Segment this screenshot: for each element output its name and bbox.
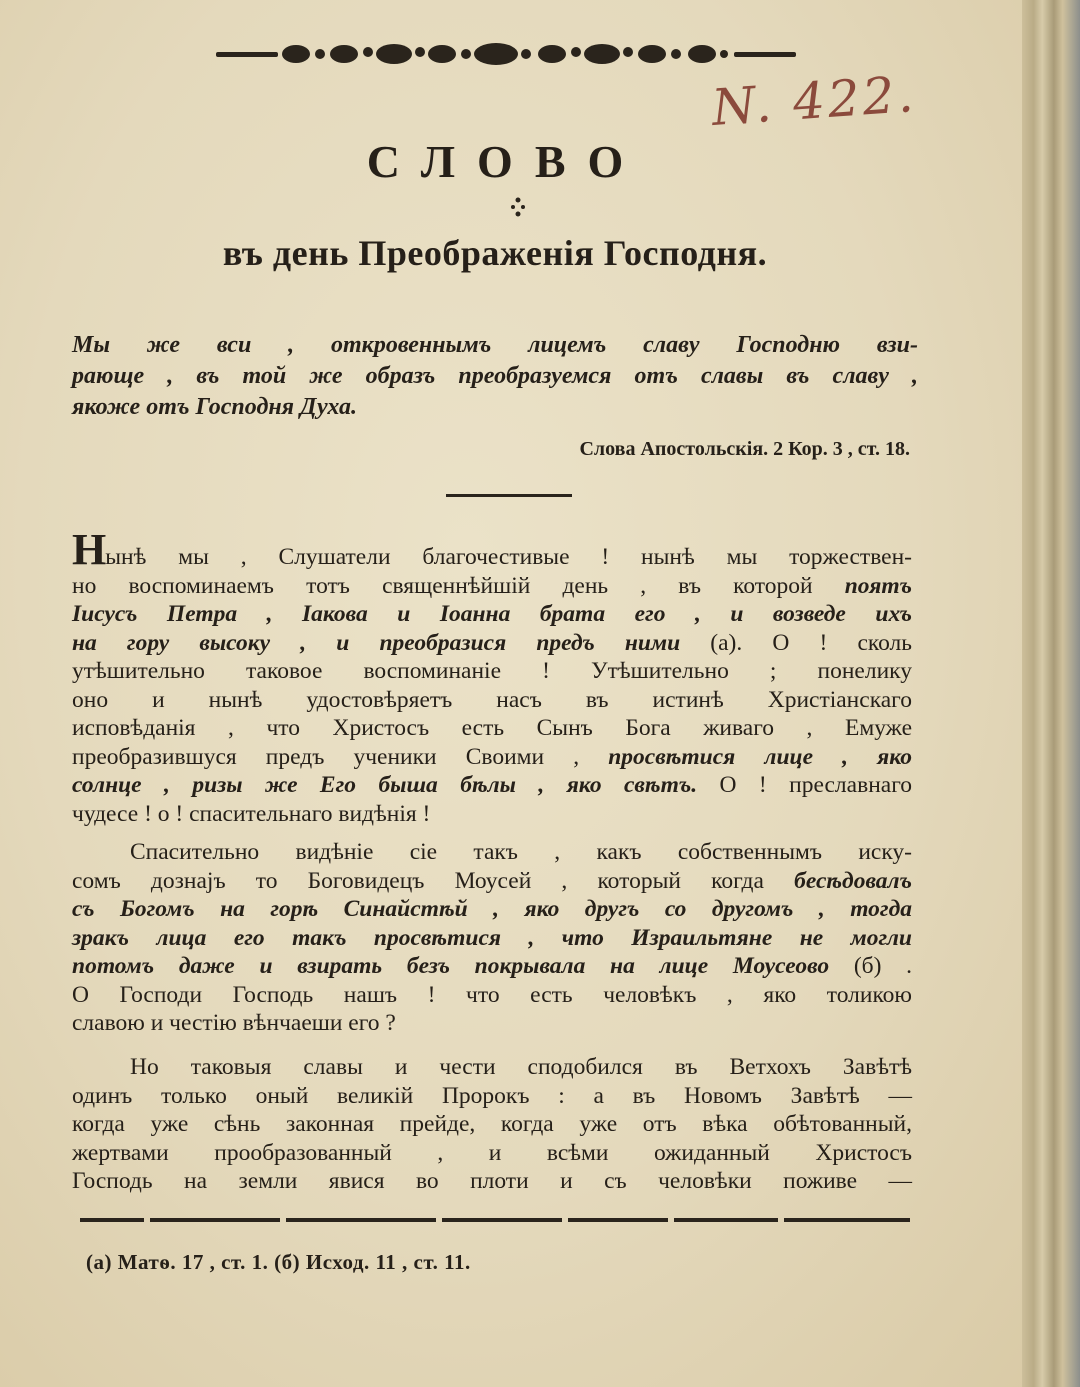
footnote: (а) Матѳ. 17 , ст. 1. (б) Исход. 11 , ст. 11. — [86, 1250, 471, 1274]
text-line: сомъ дознаjъ то Боговидецъ Моусей , который когда бесѣдовалъ — [72, 867, 912, 894]
paragraph-1 — [72, 525, 912, 828]
text-line: Но таковыя славы и чести сподобился въ Ветхохъ Завѣтѣ — [130, 1054, 912, 1080]
text-line: одинъ только оный великій Пророкъ : а въ Новомъ Завѣтѣ — — [72, 1082, 912, 1109]
epigraph-line: рающе , въ той же образъ преобразуемся отъ славы въ славу , — [72, 363, 918, 389]
book-page-edges — [1022, 0, 1080, 1387]
footnote-divider — [80, 1218, 910, 1222]
text-line: съ Богомъ на горѣ Синайстѣй , яко другъ со другомъ , тогда — [72, 896, 912, 922]
text-line: солнце , ризы же Его быша бѣлы , яко свѣтъ. О ! преславнаго — [72, 772, 912, 798]
text-line: оно и нынѣ удостовѣряетъ насъ въ истинѣ Христіанскаго — [72, 686, 912, 713]
epigraph-citation: Слова Апостольскія. 2 Кор. 3 , ст. 18. — [579, 438, 910, 460]
text-line: на гору высоку , и преобразися предъ ними (а). О ! сколь — [72, 629, 912, 656]
page-title: СЛОВО — [366, 136, 646, 187]
paragraph-2 — [72, 838, 912, 1038]
epigraph — [72, 330, 918, 423]
text-line: Господь на земли явися во плоти и съ человѣки поживе — — [72, 1168, 912, 1194]
handwritten-catalog-number: N. 422. — [709, 64, 919, 138]
paragraph-3 — [72, 1053, 912, 1196]
text-line: потомъ даже и взирать безъ покрывала на лице Моусеово (б) . — [72, 953, 913, 979]
text-line: когда уже сѣнь законная прейде, когда уже отъ вѣка обѣтованный, — [72, 1111, 912, 1137]
text-line: но воспоминаемъ тотъ священнѣйшій день , въ которой поятъ — [72, 572, 912, 599]
section-divider — [446, 494, 572, 497]
text-line: Іисусъ Петра , Іакова и Іоанна брата его , и возведе ихъ — [72, 601, 912, 627]
epigraph-line: Мы же вси , откровеннымъ лицемъ славу Господню взи- — [72, 332, 918, 358]
text-line: утѣшительно таковое воспоминаніе ! Утѣшительно ; понелику — [72, 658, 912, 684]
text-line: Нынѣ мы , Слушатели благочестивые ! нынѣ мы торжествен- — [72, 525, 912, 574]
text-line: чудесе ! о ! спасительнаго видѣнія ! — [72, 800, 431, 827]
page-subtitle: въ день Преображенія Господня. — [222, 233, 768, 273]
drop-cap: Н — [72, 525, 106, 574]
text-line: зракъ лица его такъ просвѣтися , что Израильтяне не могли — [72, 924, 912, 951]
epigraph-line: якоже отъ Господня Духа. — [72, 394, 358, 420]
ornamental-header-band — [216, 38, 796, 70]
title-ornament-dots — [508, 196, 528, 218]
text-line: О Господи Господь нашъ ! что есть человѣкъ , яко толикою — [72, 981, 912, 1008]
text-line: Спасительно видѣніе сіе такъ , какъ собственнымъ иску- — [130, 839, 912, 865]
text-line: жертвами прообразованный , и всѣми ожиданный Христосъ — [72, 1139, 912, 1166]
text-line: славою и честію вѣнчаеши его ? — [72, 1010, 396, 1036]
text-line: исповѣданія , что Христосъ есть Сынъ Бога живаго , Емуже — [72, 715, 912, 741]
text-line: преобразившуся предъ ученики Своими , просвѣтися лице , яко — [72, 743, 912, 770]
